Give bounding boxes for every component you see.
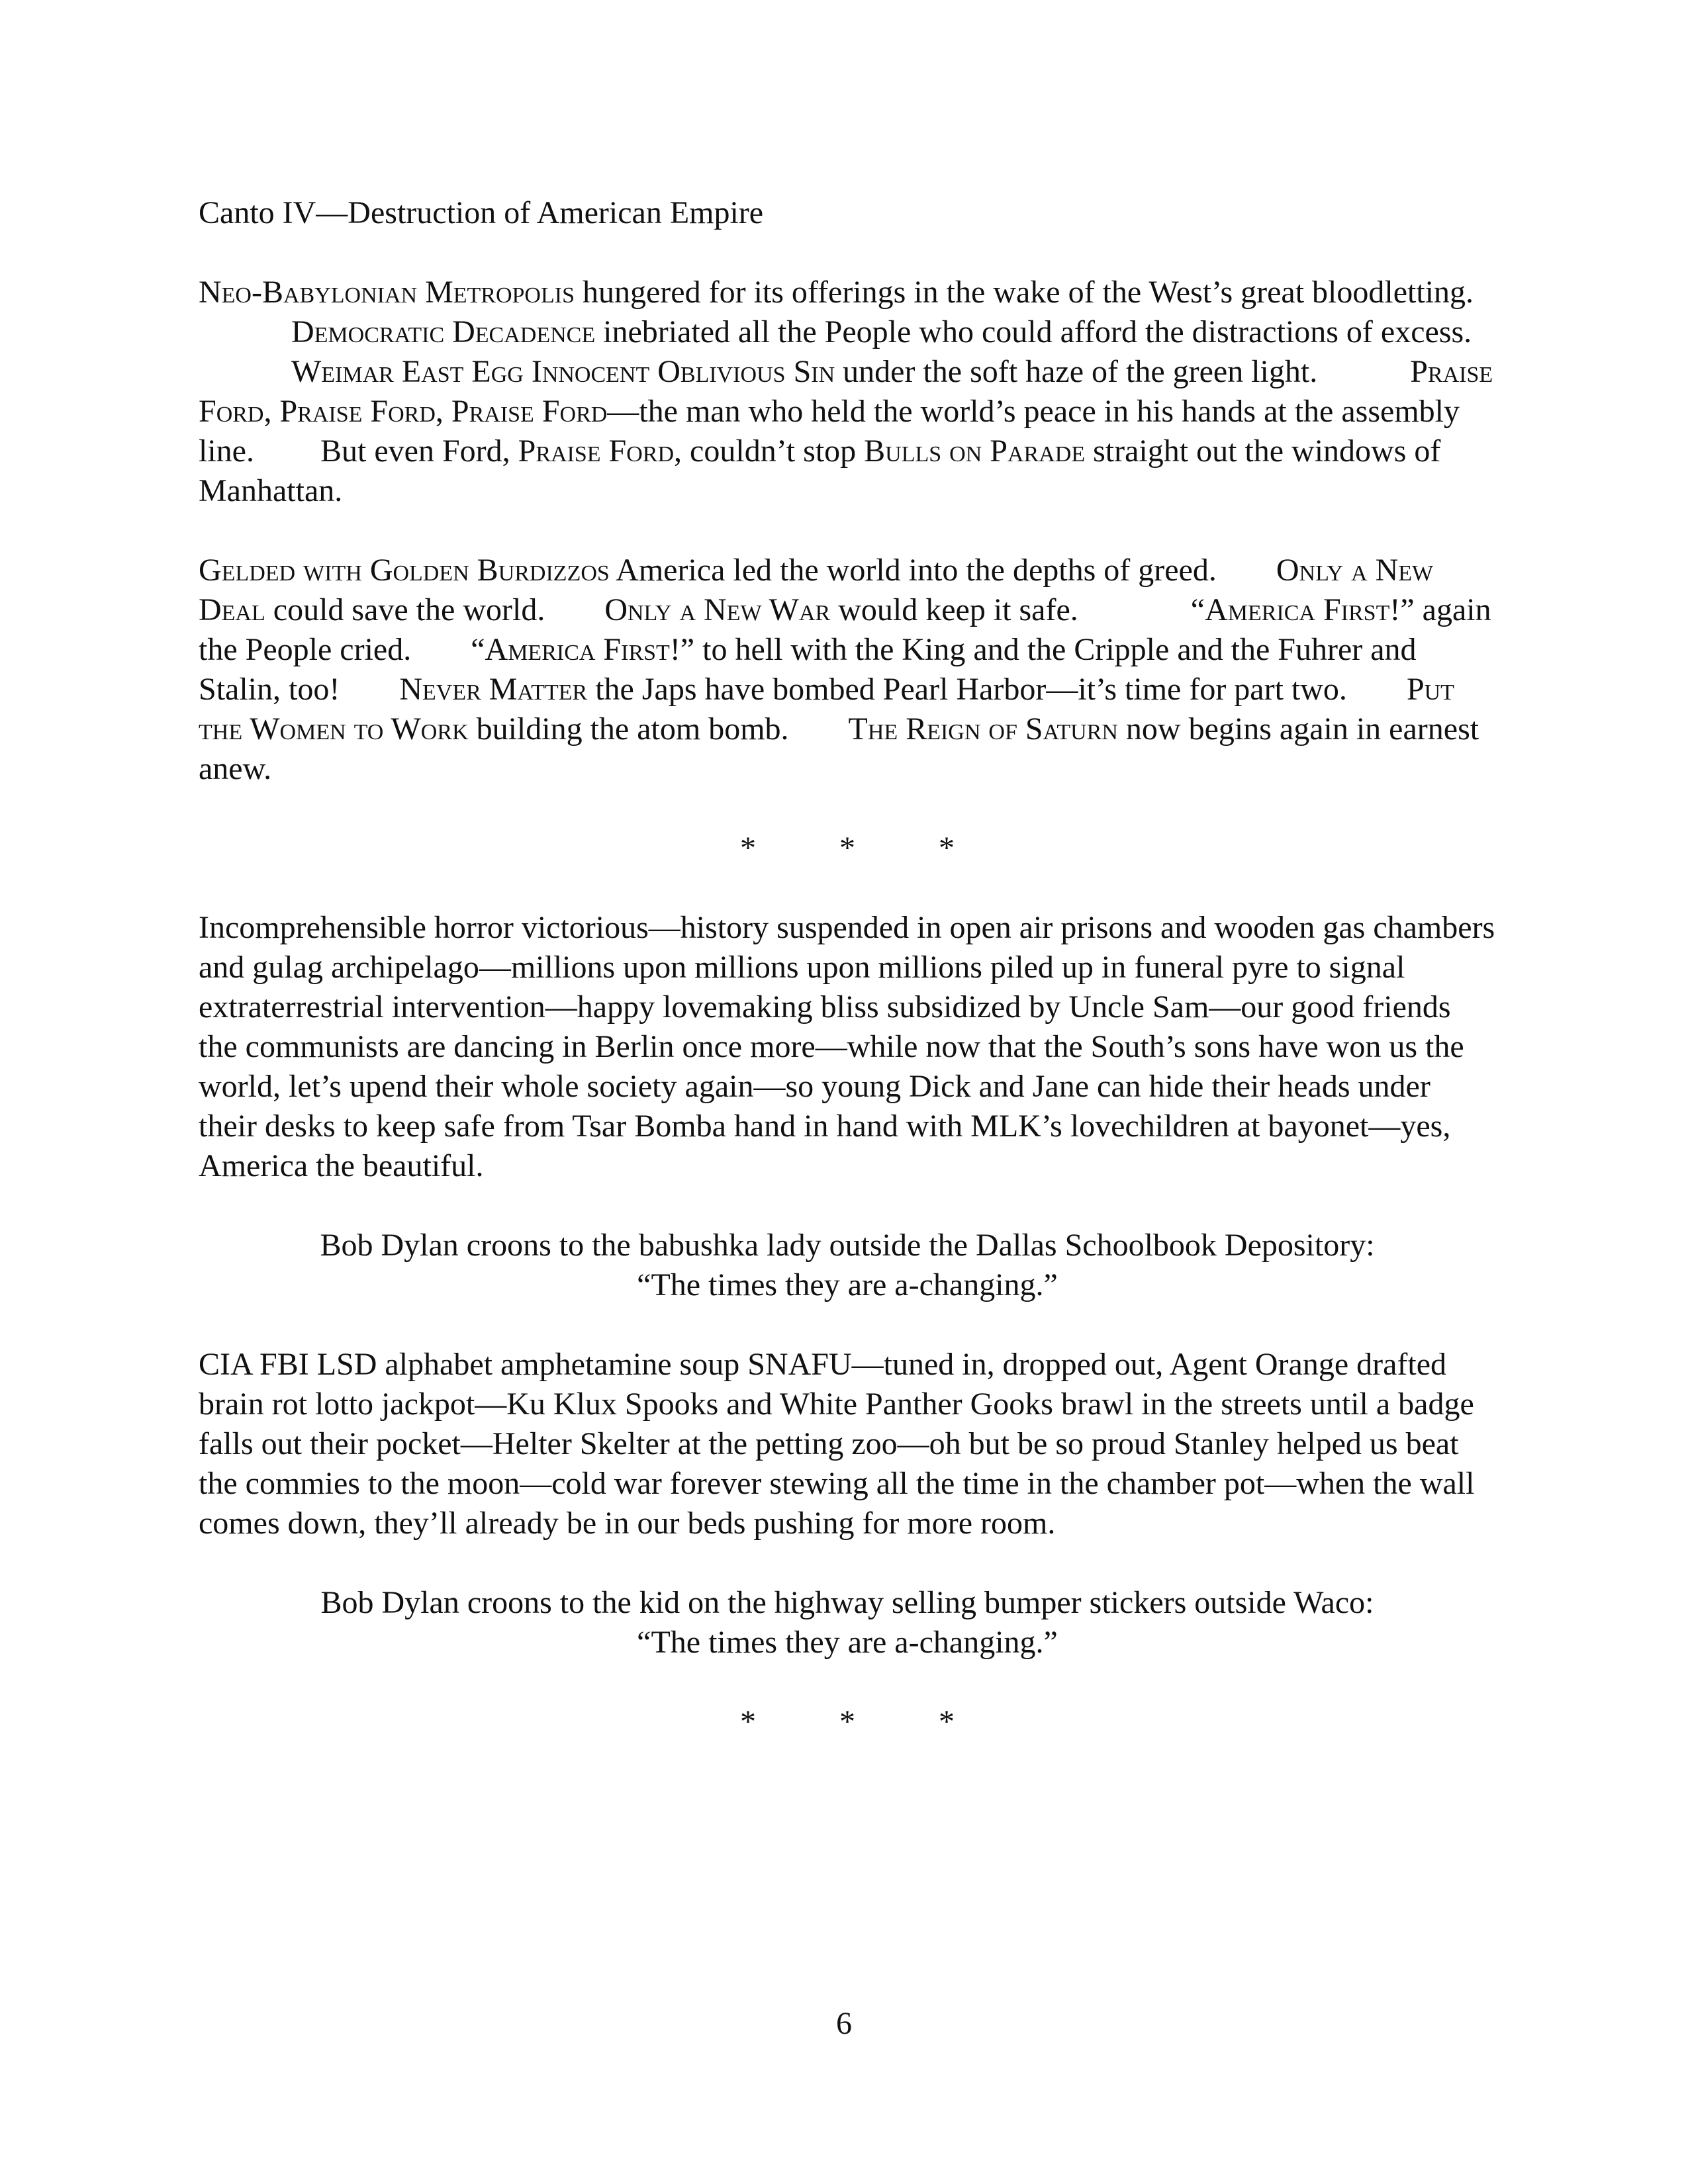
refrain-line: Bob Dylan croons to the kid on the highway selling bumper stickers outside Waco: <box>320 1585 1374 1620</box>
smallcaps-phrase: America First <box>485 632 670 667</box>
separator-star: * <box>740 1704 756 1739</box>
paragraph-3: Incomprehensible horror victorious—history suspended in open air prisons and wooden gas chambers and gulag archipelago—millions upon millions upon millions piled up in funeral pyre to signal extraterrestrial intervention—happy lovemaking bliss subsidized by Uncle Sam—our good friends the communists are dancing in Berlin once more—while now that the South’s sons have won us the world, let’s upend their whole society again—so young Dick and Jane can hide their heads under their desks to keep safe from Tsar Bomba hand in hand with MLK’s lovechildren at bayonet—yes, America the beautiful. <box>199 910 1495 1183</box>
text-run: !” to hell with the King and the Cripple and the Fuhrer and Stalin, too! <box>199 632 1417 707</box>
refrain-line: “The times they are a-changing.” <box>637 1625 1058 1660</box>
text-run: could save the world. <box>265 592 545 627</box>
smallcaps-phrase: Gelded with Golden Burdizzos <box>199 553 610 588</box>
smallcaps-phrase: Bulls on Parade <box>864 433 1086 469</box>
text-run: “ <box>471 632 485 667</box>
text-run: now begins again in earnest anew. <box>199 711 1479 786</box>
page-title: Canto IV—Destruction of American Empire <box>199 195 764 230</box>
separator-star: * <box>839 831 855 866</box>
paragraph-4: CIA FBI LSD alphabet amphetamine soup SNAFU—tuned in, dropped out, Agent Orange drafted brain rot lotto jackpot—Ku Klux Spooks and White Panther Gooks brawl in the streets until a badge falls out their pocket—Helter Skelter at the petting zoo—oh but be so proud Stanley helped us beat the commies to the moon—cold war forever stewing all the time in the chamber pot—when the wall comes down, they’ll already be in our beds pushing for more room. <box>199 1347 1475 1541</box>
text-run: under the soft haze of the green light. <box>835 354 1318 389</box>
text-run: inebriated all the People who could afford the distractions of excess. <box>595 314 1472 349</box>
separator-star: * <box>939 831 955 866</box>
text-run: America led the world into the depths of greed. <box>609 553 1217 588</box>
refrain-line: “The times they are a-changing.” <box>637 1267 1058 1302</box>
text-run: the Japs have bombed Pearl Harbor—it’s time for part two. <box>587 672 1347 707</box>
text-run: straight out the windows of Manhattan. <box>199 433 1441 508</box>
refrain-line: Bob Dylan croons to the babushka lady outside the Dallas Schoolbook Depository: <box>320 1228 1375 1263</box>
refrain-1 <box>199 1226 1496 1305</box>
smallcaps-phrase: Neo-Babylonian Metropolis <box>199 275 575 310</box>
smallcaps-phrase: Praise Ford, Praise Ford, Praise Ford <box>199 354 1493 429</box>
smallcaps-phrase: America First <box>1205 592 1390 627</box>
page-number: 6 <box>836 2006 852 2041</box>
text-run: building the atom bomb. <box>468 711 789 747</box>
smallcaps-phrase: The Reign of Saturn <box>848 711 1118 747</box>
section-separator <box>199 829 1496 868</box>
separator-star: * <box>740 831 756 866</box>
text-run: hungered for its offerings in the wake of the West’s great bloodletting. <box>575 275 1474 310</box>
separator-star: * <box>939 1704 955 1739</box>
smallcaps-phrase: Put the Women to Work <box>199 672 1454 747</box>
paragraph-1 <box>199 273 1496 511</box>
smallcaps-phrase: Weimar East Egg Innocent Oblivious Sin <box>291 354 835 389</box>
smallcaps-phrase: Democratic Decadence <box>291 314 596 349</box>
smallcaps-phrase: Never Matter <box>399 672 588 707</box>
section-separator <box>199 1702 1496 1742</box>
text-run: would keep it safe. <box>830 592 1078 627</box>
refrain-2 <box>199 1583 1496 1662</box>
smallcaps-phrase: Only a New Deal <box>199 553 1434 627</box>
text-run: But even Ford, <box>320 433 518 469</box>
smallcaps-phrase: Only a New War <box>604 592 831 627</box>
separator-star: * <box>839 1704 855 1739</box>
page-content <box>199 193 1496 1782</box>
paragraph-2 <box>199 551 1496 789</box>
text-run: —the man who held the world’s peace in his hands at the assembly line. <box>199 394 1460 469</box>
text-run: “ <box>1190 592 1205 627</box>
smallcaps-phrase: Praise Ford <box>518 433 675 469</box>
text-run: , couldn’t stop <box>674 433 865 469</box>
text-run: !” again the People cried. <box>199 592 1491 667</box>
